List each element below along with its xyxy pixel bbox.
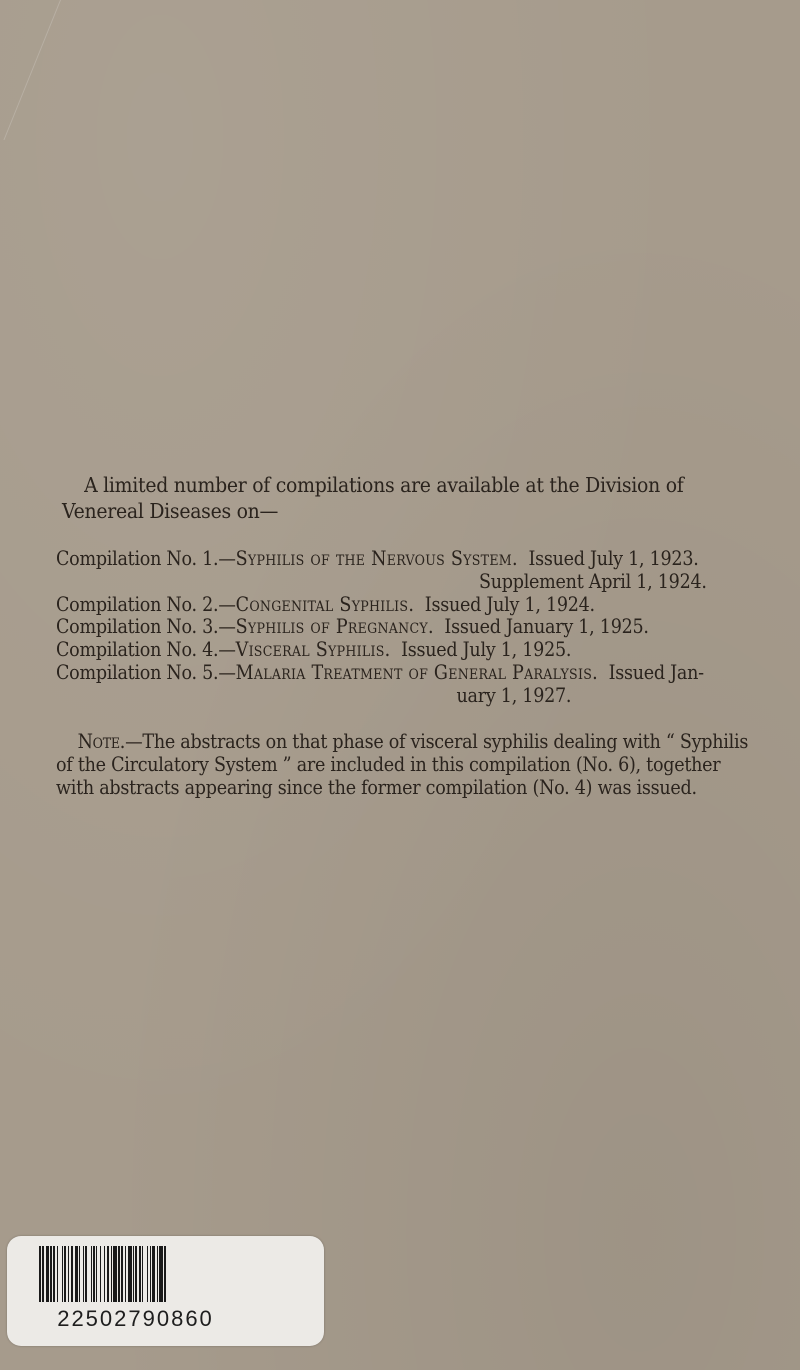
compilation-prefix: Compilation No. 3.— xyxy=(56,615,236,639)
intro-line-1: A limited number of compilations are available at the Division of xyxy=(84,473,684,497)
compilation-entry-1 xyxy=(56,548,740,571)
compilation-entry-1-continuation: Supplement April 1, 1924. xyxy=(479,569,707,593)
compilation-title: Malaria Treatment of General Paralysis. xyxy=(235,660,598,684)
note-text-1: —The abstracts on that phase of visceral syphilis dealing with “ Syphilis xyxy=(125,730,749,753)
compilation-entry-4 xyxy=(56,639,740,662)
intro-line-2: Venereal Diseases on— xyxy=(62,499,279,523)
compilation-list xyxy=(56,548,740,708)
compilation-title: Congenital Syphilis. xyxy=(235,592,415,616)
paper-crease xyxy=(0,0,61,140)
barcode-icon xyxy=(39,1246,294,1302)
compilation-entry-5 xyxy=(56,662,740,685)
compilation-entry-5-continuation: uary 1, 1927. xyxy=(456,683,572,707)
compilation-prefix: Compilation No. 1.— xyxy=(56,547,236,570)
compilation-entry-2 xyxy=(56,594,740,617)
note-line-2: of the Circulatory System ” are included in this compilation (No. 6), together xyxy=(56,753,721,776)
compilation-title: Syphilis of the Nervous System. xyxy=(235,547,518,570)
barcode-label xyxy=(7,1236,324,1346)
compilation-issued: Issued July 1, 1925. xyxy=(401,638,572,662)
note-line-3: with abstracts appearing since the former compilation (No. 4) was issued. xyxy=(56,776,697,799)
compilation-title: Syphilis of Pregnancy. xyxy=(235,615,434,639)
compilation-prefix: Compilation No. 4.— xyxy=(56,638,236,662)
compilation-issued: Issued July 1, 1923. xyxy=(528,547,699,570)
compilation-issued: Issued January 1, 1925. xyxy=(444,615,649,639)
compilation-prefix: Compilation No. 5.— xyxy=(56,660,236,684)
compilation-entry-3 xyxy=(56,616,740,639)
intro-paragraph xyxy=(62,472,715,524)
compilation-title: Visceral Syphilis. xyxy=(235,638,391,662)
compilation-issued: Issued July 1, 1924. xyxy=(424,592,595,616)
barcode-number: 22502790860 xyxy=(57,1306,214,1331)
compilation-issued: Issued Jan- xyxy=(608,660,704,684)
note-line-1 xyxy=(56,730,776,753)
compilation-prefix: Compilation No. 2.— xyxy=(56,592,236,616)
note-paragraph xyxy=(56,730,776,799)
note-label: Note. xyxy=(77,730,126,753)
